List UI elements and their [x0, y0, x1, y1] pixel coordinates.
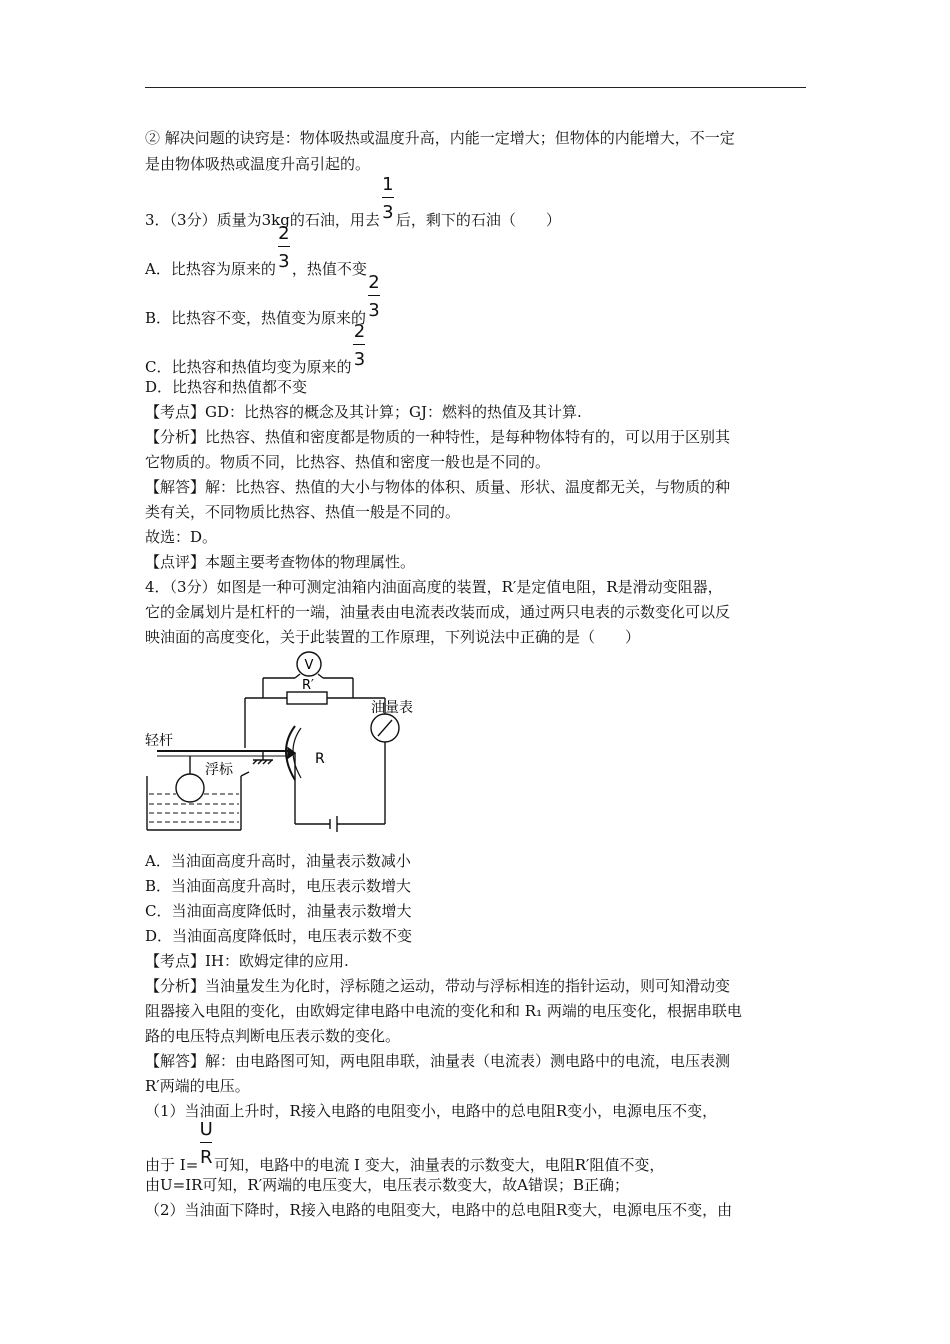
- fraction: $\frac{2}{3}$: [368, 272, 380, 321]
- option-b: B．比热容不变，热值变为原来的 $\frac{2}{3}$: [145, 272, 380, 327]
- solution-line: （1）当油面上升时，R接入电路的电阻变小，电路中的总电阻R变小，电源电压不变，: [145, 1102, 718, 1120]
- r-prime-label: R′: [302, 678, 314, 693]
- solution-line: 由U=IR可知，R′两端的电压变大，电压表示数变大，故A错误；B正确；: [145, 1176, 629, 1194]
- question-4-stem: 它的金属划片是杠杆的一端，油量表由电流表改装而成，通过两只电表的示数变化可以反: [145, 603, 731, 621]
- circuit-diagram: [145, 648, 425, 833]
- option-a: A．比热容为原来的 $\frac{2}{3}$ ，热值不变: [145, 223, 367, 278]
- kaodian: 【考点】IH：欧姆定律的应用.: [145, 952, 349, 970]
- fraction: $\frac{2}{3}$: [353, 321, 366, 370]
- fraction: $\frac{1}{3}$: [382, 174, 394, 223]
- lever-label: 轻杆: [145, 733, 173, 749]
- jieda: 类有关，不同物质比热容、热值一般是不同的。: [145, 503, 461, 521]
- note-line: ② 解决问题的诀窍是：物体吸热或温度升高，内能一定增大；但物体的内能增大，不一定: [145, 129, 735, 147]
- fraction: $\frac{2}{3}$: [278, 223, 290, 272]
- solution-line: 由于 I= $\frac{U}{R}$ 可知，电路中的电流 I 变大，油量表的示数变大，电阻R′阻值不变，: [145, 1119, 665, 1174]
- option-c: C．当油面高度降低时，油量表示数增大: [145, 902, 412, 920]
- question-3-stem: [145, 174, 561, 230]
- note-line: 是由物体吸热或温度升高引起的。: [145, 155, 371, 173]
- fenxi: 阻器接入电阻的变化，由欧姆定律电路中电流的变化和和 R₁ 两端的电压变化，根据串联电: [145, 1002, 742, 1020]
- stem-text: 3．（3分）质量为3kg的石油，用去: [145, 211, 380, 229]
- fixed-resistor: [287, 692, 327, 704]
- r-label: R: [315, 751, 325, 767]
- option-b: B．当油面高度升高时，电压表示数增大: [145, 877, 412, 895]
- question-4-stem: 4．（3分）如图是一种可测定油箱内油面高度的装置，R′是定值电阻，R是滑动变阻器，: [145, 578, 723, 596]
- fenxi: 它物质的。物质不同，比热容、热值和密度一般也是不同的。: [145, 453, 551, 471]
- fenxi: 【分析】当油量发生为化时，浮标随之运动，带动与浮标相连的指针运动，则可知滑动变: [145, 977, 731, 995]
- jieda: R′两端的电压。: [145, 1077, 250, 1095]
- option-d: D．比热容和热值都不变: [145, 378, 308, 396]
- float-icon: [176, 774, 204, 802]
- fenxi: 路的电压特点判断电压表示数的变化。: [145, 1027, 401, 1045]
- fraction: $\frac{U}{R}$: [199, 1119, 213, 1168]
- option-a: A．当油面高度升高时，油量表示数减小: [145, 852, 411, 870]
- header-rule: [145, 87, 806, 88]
- jieda: 【解答】解：由电路图可知，两电阻串联，油量表（电流表）测电路中的电流，电压表测: [145, 1052, 731, 1070]
- voltmeter-label: V: [304, 658, 314, 673]
- fenxi: 【分析】比热容、热值和密度都是物质的一种特性，是每种物体特有的，可以用于区别其: [145, 428, 731, 446]
- dianping: 【点评】本题主要考查物体的物理属性。: [145, 553, 416, 571]
- jieda: 【解答】解：比热容、热值的大小与物体的体积、质量、形状、温度都无关，与物质的种: [145, 478, 731, 496]
- gauge-label: 油量表: [371, 700, 413, 716]
- answer: 故选：D。: [145, 528, 218, 546]
- float-label: 浮标: [205, 762, 233, 778]
- question-4-stem: 映油面的高度变化，关于此装置的工作原理，下列说法中正确的是（ ）: [145, 628, 641, 646]
- solution-line: （2）当油面下降时，R接入电路的电阻变大，电路中的总电阻R变大，电源电压不变，由: [145, 1201, 733, 1219]
- option-d: D．当油面高度降低时，电压表示数不变: [145, 927, 413, 945]
- kaodian: 【考点】GD：比热容的概念及其计算；GJ：燃料的热值及其计算.: [145, 403, 582, 421]
- stem-text: 后，剩下的石油（ ）: [395, 211, 561, 229]
- option-c: C．比热容和热值均变为原来的 $\frac{2}{3}$: [145, 321, 366, 376]
